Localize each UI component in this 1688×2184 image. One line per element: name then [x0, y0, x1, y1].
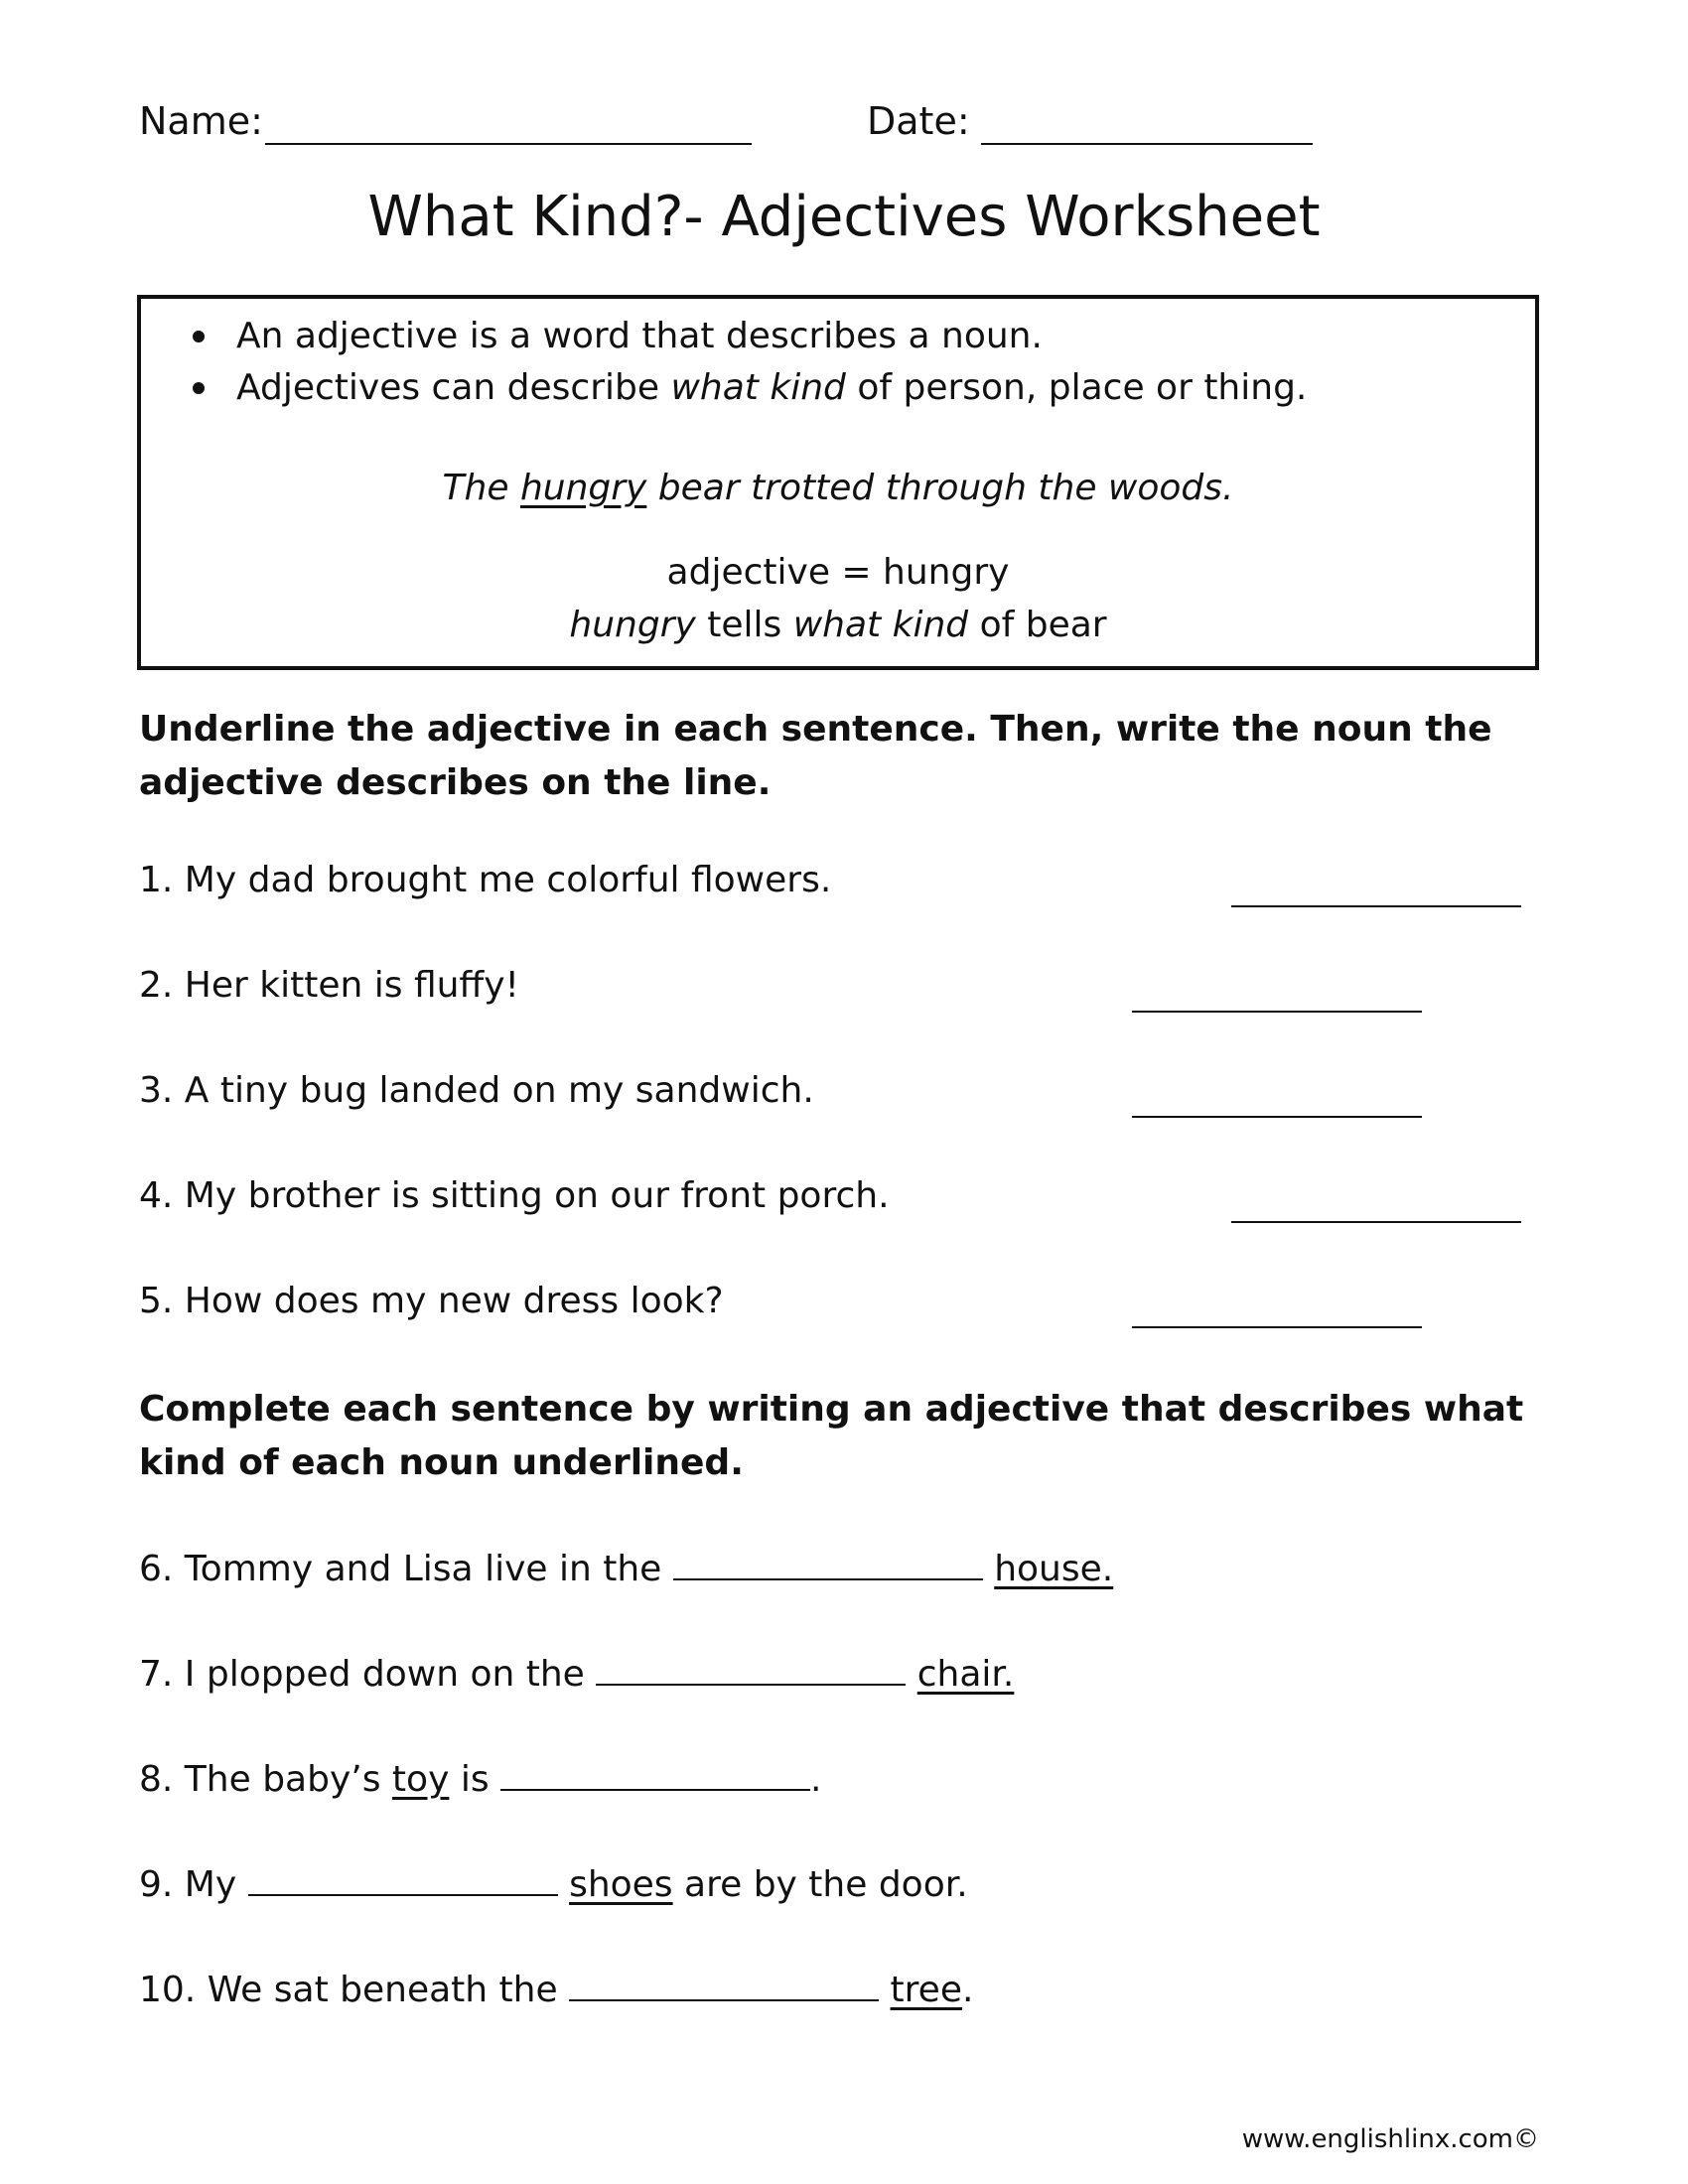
- definition-bullet-2: [193, 362, 1307, 414]
- question-2: 2. Her kitten is fluffy!: [139, 965, 519, 1006]
- explanation-emphasis: what kind: [792, 605, 969, 645]
- example-adjective: hungry: [519, 468, 647, 508]
- question-8-mid: is: [460, 1759, 490, 1800]
- explanation-mid: tells: [695, 605, 793, 645]
- example-definition: adjective = hungry: [666, 552, 1010, 593]
- definition-bullet-1: [193, 311, 1307, 362]
- example-explanation: [141, 605, 1535, 645]
- question-3: 3. A tiny bug landed on my sandwich.: [139, 1070, 814, 1111]
- question-9-post: are by the door.: [684, 1864, 968, 1905]
- bullet-text-post: of person, place or thing.: [845, 367, 1308, 408]
- question-5: 5. How does my new dress look?: [139, 1281, 724, 1321]
- date-field[interactable]: [981, 107, 1313, 145]
- question-8-text: 8. The baby’s: [139, 1759, 381, 1800]
- answer-blank-6[interactable]: [673, 1545, 983, 1580]
- question-6-text: 6. Tommy and Lisa live in the: [139, 1549, 662, 1589]
- question-10-post: .: [961, 1970, 974, 2010]
- question-10: [139, 1966, 973, 2010]
- answer-line-4[interactable]: [1231, 1221, 1521, 1223]
- definition-list: [193, 311, 1307, 414]
- bullet-text: An adjective is a word that describes a noun.: [236, 316, 1043, 356]
- bullet-text-emphasis: what kind: [670, 367, 846, 408]
- definition-box: [137, 295, 1539, 670]
- question-8: [139, 1755, 822, 1800]
- name-label: Name:: [139, 99, 263, 143]
- answer-blank-9[interactable]: [248, 1860, 558, 1896]
- example-post: bear trotted through the woods.: [646, 468, 1234, 508]
- answer-blank-8[interactable]: [500, 1755, 810, 1791]
- question-8-noun: toy: [391, 1759, 450, 1800]
- name-field[interactable]: [265, 107, 752, 145]
- question-6-noun: house.: [994, 1549, 1114, 1589]
- question-6: [139, 1545, 1113, 1589]
- answer-line-2[interactable]: [1132, 1011, 1422, 1013]
- question-1: 1. My dad brought me colorful flowers.: [139, 860, 832, 900]
- part2-instructions: Complete each sentence by writing an adjective that describes what kind of each noun underlined.: [139, 1389, 1524, 1483]
- answer-line-1[interactable]: [1231, 905, 1521, 907]
- answer-line-3[interactable]: [1132, 1116, 1422, 1118]
- question-8-post: .: [810, 1759, 822, 1800]
- footer-url: www.englishlinx.com©: [1241, 2124, 1539, 2154]
- question-9-text: 9. My: [139, 1864, 237, 1905]
- bullet-text-pre: Adjectives can describe: [236, 367, 671, 408]
- question-7-noun: chair.: [916, 1654, 1015, 1695]
- page-title: What Kind?- Adjectives Worksheet: [367, 185, 1321, 249]
- question-4: 4. My brother is sitting on our front porch.: [139, 1175, 890, 1216]
- explanation-post: of bear: [968, 605, 1107, 645]
- bullet-icon: [193, 331, 205, 342]
- question-7: [139, 1650, 1014, 1695]
- question-7-text: 7. I plopped down on the: [139, 1654, 585, 1695]
- answer-blank-10[interactable]: [569, 1966, 879, 2001]
- date-label: Date:: [867, 99, 970, 143]
- part1-instructions: Underline the adjective in each sentence. Then, write the noun the adjective describes on the line.: [139, 709, 1492, 803]
- answer-line-5[interactable]: [1132, 1326, 1422, 1328]
- question-10-text: 10. We sat beneath the: [139, 1970, 558, 2010]
- explanation-word: hungry: [569, 605, 696, 645]
- example-sentence: [141, 468, 1535, 508]
- answer-blank-7[interactable]: [596, 1650, 906, 1686]
- question-9-noun: shoes: [569, 1864, 673, 1905]
- question-10-noun: tree: [890, 1970, 962, 2010]
- example-pre: The: [442, 468, 520, 508]
- bullet-icon: [193, 382, 205, 394]
- question-9: [139, 1860, 968, 1905]
